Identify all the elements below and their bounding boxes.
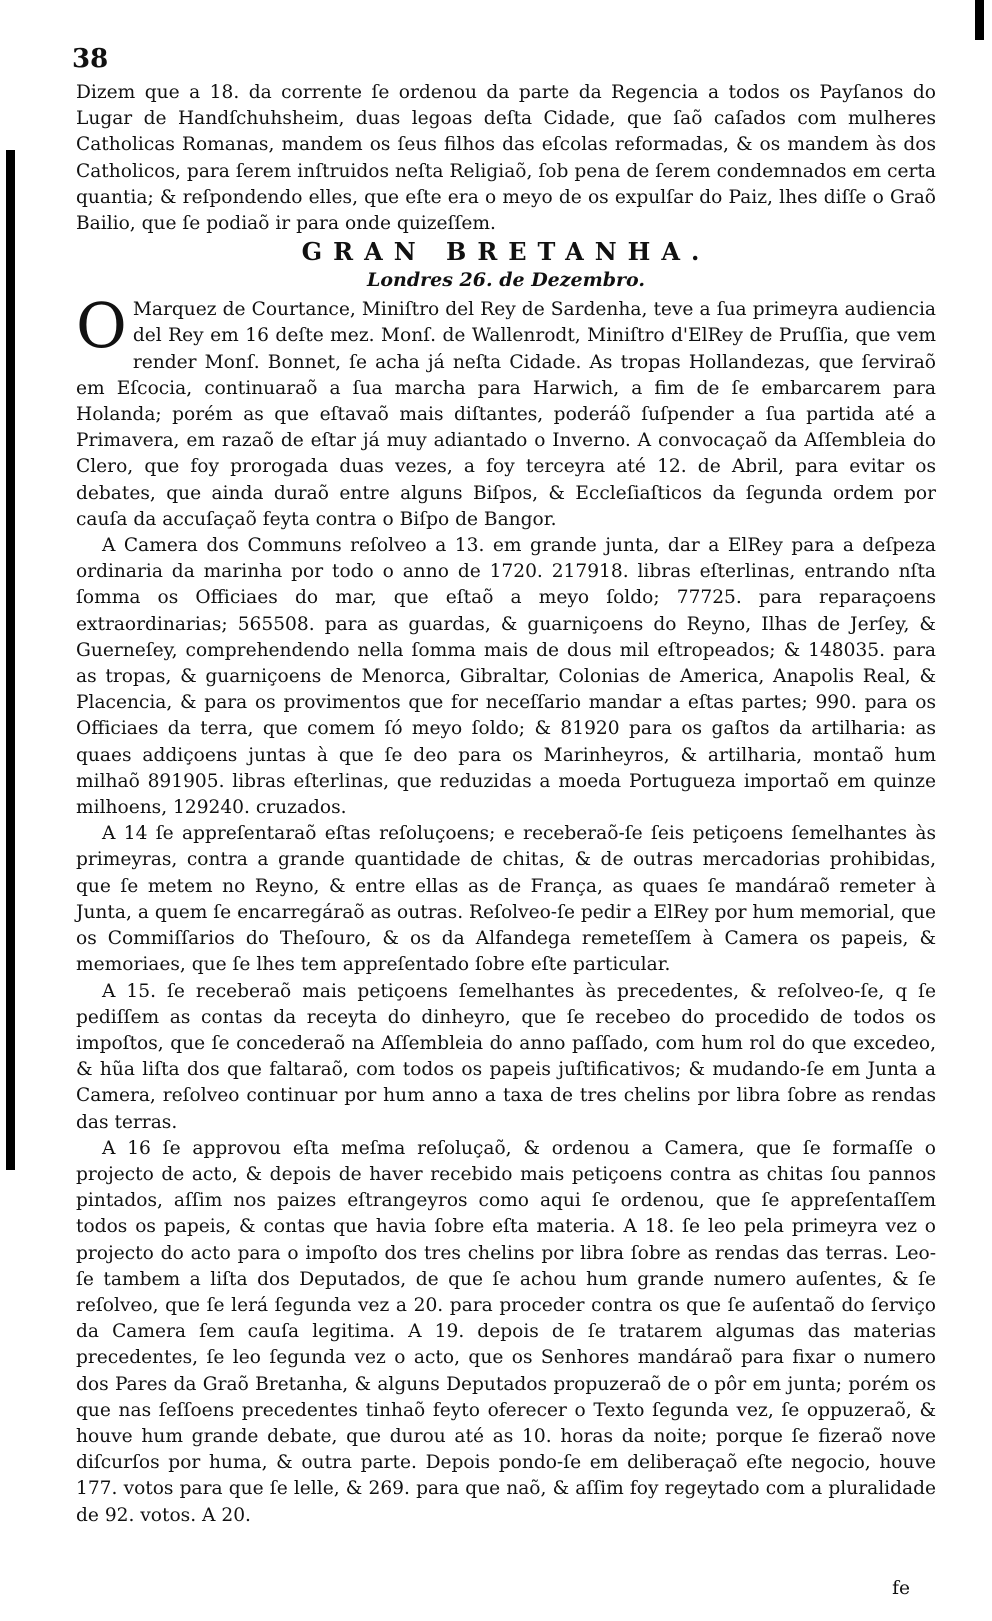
paragraph-courtance: OMarquez de Courtance, Miniſtro del Rey de Sardenha, teve a ſua primeyra audiencia del Rey em 16 deſte mez. Monſ. de Wallenrodt, Miniſtro d'ElRey de Pruſſia, que vem render Monſ. Bonnet, ſe acha já neſta Cidade. As tropas Hollandezas, que ſerviraõ em Eſcocia, continuaraõ a ſua marcha para Harwich, a fim de ſe embarcarem para Holanda; porém as que eſtavaõ mais diſtantes, poderáõ ſuſpender a ſua partida até a Primavera, em razaõ de eſtar já muy adiantado o Inverno. A convocaçaõ da Aſſembleia do Clero, que foy prorogada duas vezes, a foy terceyra até 12. de Abril, para evitar os debates, que ainda duraõ entre alguns Biſpos, & Eccleſiaſticos da ſegunda ordem por cauſa da accuſaçaõ feyta contra o Biſpo de Bangor.: [76, 289, 936, 530]
paragraph-handschuhsheim: Dizem que a 18. da corrente ſe ordenou da parte da Regencia a todos os Payſanos do Lugar de Handſchuhsheim, duas legoas deſta Cidade, que ſaõ caſados com mulheres Catholicas Romanas, mandem os ſeus filhos das eſcolas reformadas, & os mandem às dos Catholicos, para ſerem inſtruidos neſta Religiaõ, ſob pena de ſerem condemnados em certa quantia; & reſpondendo elles, que eſte era o meyo de os expulſar do Paiz, lhes diſſe o Graõ Bailio, que ſe podiaõ ir para onde quizeſſem.: [76, 82, 936, 235]
paragraph-camera-14: A 14 ſe appreſentaraõ eſtas reſoluçoens; e receberaõ-ſe ſeis petiçoens ſemelhantes às primeyras, contra a grande quantidade de chitas, & de outras mercadorias prohibidas, que ſe metem no Reyno, & entre ellas as de França, as quaes ſe mandáraõ remeter à Junta, a quem ſe encarregáraõ as outras. Reſolveo-ſe pedir a ElRey por hum memorial, que os Commiſſarios do Theſouro, & os da Alfandega remeteſſem à Camera os papeis, & memoriaes, que ſe lhes tem appreſentado ſobre eſte particular.: [76, 823, 936, 976]
scan-edge-mark: [975, 0, 984, 40]
article-body: [76, 80, 936, 1529]
paragraph-camera-13: A Camera dos Communs reſolveo a 13. em grande junta, dar a ElRey para a deſpeza ordinaria da marinha por todo o anno de 1720. 217918. libras eſterlinas, entrando nſta ſomma os Officiaes do mar, que eſtaõ a meyo ſoldo; 77725. para reparaçoens extraordinarias; 565508. para as guardas, & guarniçoens do Reyno, Ilhas de Jerſey, & Guerneſey, comprehendendo nella ſomma mais de dous mil eſtropeados; & 148035. para as tropas, & guarniçoens de Menorca, Gibraltar, Colonias de America, Anapolis Real, & Placencia, & para os provimentos que for neceſſario mandar a eſtas partes; 990. para os Officiaes da terra, que comem ſó meyo ſoldo; & 81920 para os gaſtos da artilharia: as quaes addiçoens juntas à que ſe deo para os Marinheyros, & artilharia, montaõ hum milhaõ 891905. libras eſterlinas, que reduzidas a moeda Portugueza importaõ em quinze milhoens, 129240. cruzados.: [76, 535, 936, 819]
paragraph-camera-16: A 16 ſe approvou eſta meſma reſoluçaõ, & ordenou a Camera, que ſe formaſſe o projecto de acto, & depois de haver recebido mais petiçoens contra as chitas ſou pannos pintados, aſſim nos paizes eſtrangeyros como aqui ſe ordenou, que ſe appreſentaſſem todos os papeis, & contas que havia ſobre eſta materia. A 18. ſe leo pela primeyra vez o projecto do acto para o impoſto dos tres chelins por libra ſobre as rendas das terras. Leo-ſe tambem a liſta dos Deputados, de que ſe achou hum grande numero auſentes, & ſe reſolveo, que ſe lerá ſegunda vez a 20. para proceder contra os que ſe auſentaõ do ſerviço da Camera ſem cauſa legitima. A 19. depois de ſe tratarem algumas das materias precedentes, ſe leo ſegunda vez o acto, que os Senhores mandáraõ para fixar o numero dos Pares da Graõ Bretanha, & alguns Deputados propuzeraõ de o pôr em junta; porém os que nas ſeſſoens precedentes tinhaõ feyto oferecer o Texto ſegunda vez, ſe oppuzeraõ, & houve hum grande debate, que durou até as 10. horas da noite; porque ſe fizeraõ nove diſcurſos por huma, & outra parte. Depois pondo-ſe em deliberaçaõ eſte negocio, houve 177. votos para que ſe lelle, & 269. para que naõ, & aſſim foy regeytado com a pluralidade de 92. votos. A 20.: [76, 1137, 936, 1526]
dateline: Londres 26. de Dezembro.: [367, 269, 645, 292]
section-heading: GRAN BRETANHA.: [301, 237, 711, 267]
catchword: fe: [892, 1578, 910, 1599]
page-number: 38: [72, 44, 109, 74]
margin-rule: [6, 150, 15, 1170]
paragraph-camera-15: A 15. ſe receberaõ mais petiçoens ſemelhantes às precedentes, & reſolveo-ſe, q ſe pediſſem as contas da receyta do dinheyro, que ſe recebeo do procedido de todos os impoſtos, que ſe concederaõ na Aſſembleia do anno paſſado, com hum rol do que excedeo, & hũa liſta dos que faltaraõ, com todos os papeis juſtificativos; & mudando-ſe em Junta a Camera, reſolveo continuar por hum anno a taxa de tres chelins por libra ſobre as rendas das terras.: [76, 980, 936, 1133]
